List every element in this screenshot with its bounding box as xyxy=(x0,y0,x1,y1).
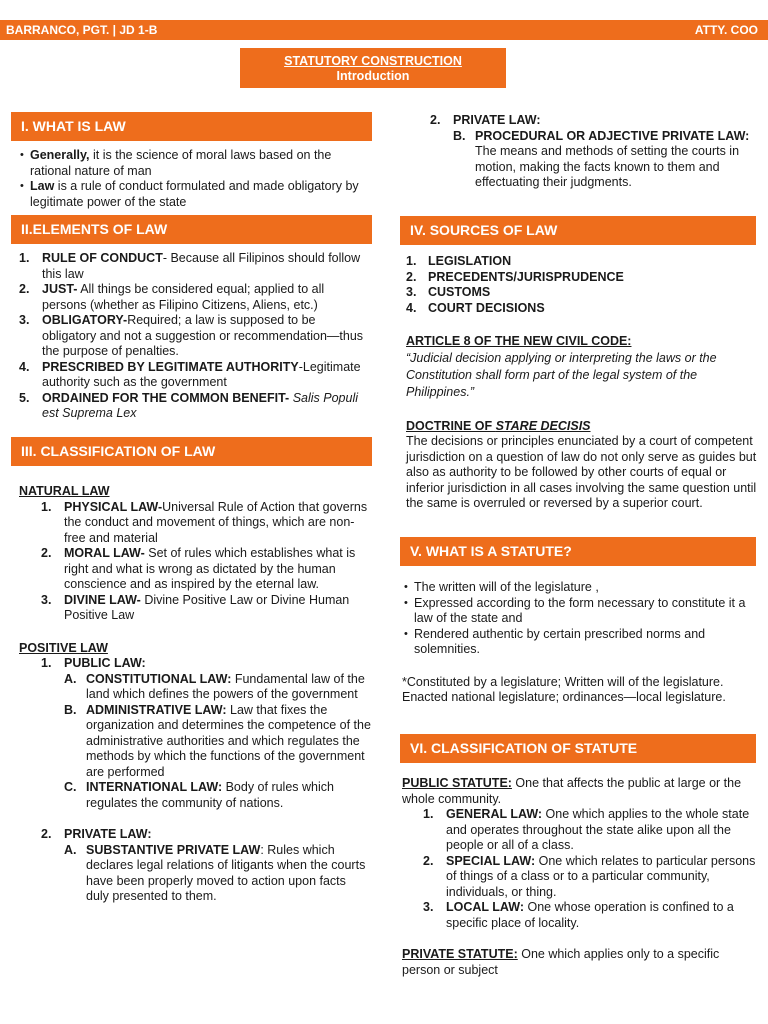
list-item xyxy=(406,285,758,301)
private-law-list xyxy=(41,843,372,905)
list-item xyxy=(430,129,762,191)
item-number: 1. xyxy=(406,254,417,268)
section-statute-heading: V. WHAT IS A STATUTE? xyxy=(400,537,756,566)
definition: Set of rules which establishes what is right and what is wrong as dictated by the human conscience and as inspired by the eternal law. xyxy=(64,546,356,591)
term: OBLIGATORY- xyxy=(42,313,128,327)
definition: One which relates to particular persons of things of a class or to a particular community, individuals, or thing. xyxy=(446,853,756,899)
list-item xyxy=(64,672,372,703)
term: DIVINE LAW- xyxy=(64,592,141,607)
source-name: COURT DECISIONS xyxy=(428,300,545,315)
article-label: ARTICLE 8 OF THE NEW CIVIL CODE: xyxy=(406,334,632,348)
list-item xyxy=(19,360,372,391)
term: GENERAL LAW: xyxy=(446,807,543,821)
public-law-list xyxy=(41,672,372,812)
item-number: 2. xyxy=(19,282,30,296)
term: MORAL LAW- xyxy=(64,546,145,560)
term: SPECIAL LAW: xyxy=(446,853,536,868)
article-quote: “Judicial decision applying or interpreting the laws or the Constitution shall form part of the legal system of the Philippines.” xyxy=(406,350,717,399)
item-number: C. xyxy=(64,780,77,794)
definition: All things be considered equal; applied to all persons (whether as Filipino Citizens, Aliens, etc.) xyxy=(42,282,325,312)
item-number: 1. xyxy=(41,656,52,670)
definition: One which applies only to a specific person or subject xyxy=(402,947,720,977)
list-item xyxy=(64,703,372,781)
list-item xyxy=(41,546,372,593)
list-item xyxy=(423,854,758,901)
definition: Body of rules which regulates the community of nations. xyxy=(86,780,334,810)
section-elements-body xyxy=(19,251,372,422)
definition: One which applies to the whole state and operates throughout the state alike upon all the people or all of a class. xyxy=(446,807,750,852)
term: PUBLIC STATUTE: xyxy=(402,776,512,790)
term: ADMINISTRATIVE LAW: xyxy=(86,702,227,717)
section-what-is-law-body xyxy=(16,148,372,210)
term: CONSTITUTIONAL LAW: xyxy=(86,671,232,686)
public-statute-list xyxy=(402,807,758,931)
list-item xyxy=(41,593,372,624)
item-number: 2. xyxy=(41,546,52,560)
definition: One whose operation is confined to a specific place of locality. xyxy=(446,900,734,930)
item-number: 4. xyxy=(406,300,417,315)
item-number: 2. xyxy=(406,269,417,284)
section-classification-body xyxy=(19,484,372,905)
list-item xyxy=(64,843,372,905)
doctrine-label-italic: STARE DECISIS xyxy=(495,418,591,433)
definition: - Because all Filipinos should follow this law xyxy=(42,251,361,281)
header-strip xyxy=(0,20,768,40)
list-item xyxy=(41,827,372,843)
item-number: 2. xyxy=(430,113,441,127)
term: SUBSTANTIVE PRIVATE LAW xyxy=(86,842,261,857)
positive-law-list xyxy=(19,656,372,905)
instructor-label: ATTY. COO xyxy=(694,23,758,37)
item-number: 1. xyxy=(41,499,52,514)
source-name: CUSTOMS xyxy=(428,285,491,299)
term: PRIVATE STATUTE: xyxy=(402,947,518,961)
title-line1: STATUTORY CONSTRUCTION xyxy=(284,54,462,68)
doctrine-label xyxy=(406,419,758,435)
title-line2: Introduction xyxy=(336,69,410,83)
list-item: • Expressed according to the form necessary to constitute it a law of the state and xyxy=(400,596,758,627)
list-item xyxy=(423,900,758,931)
page-header xyxy=(0,0,768,40)
section-sources-body xyxy=(406,254,758,512)
term: JUST- xyxy=(42,282,78,296)
public-statute xyxy=(402,776,758,807)
list-item xyxy=(406,301,758,317)
section-statute-body xyxy=(400,580,758,706)
section-elements-heading: II.ELEMENTS OF LAW xyxy=(11,215,372,244)
positive-law-label: POSITIVE LAW xyxy=(19,640,108,655)
item-number: 5. xyxy=(19,390,30,405)
document-title xyxy=(240,48,506,88)
list-item xyxy=(19,391,372,422)
list-item xyxy=(16,179,372,210)
list-item xyxy=(19,251,372,282)
term: LOCAL LAW: xyxy=(446,900,525,914)
doctrine-text: The decisions or principles enunciated by a court of competent jurisdiction on a question of law do not only serve as guides but also as authority to be followed by other courts of equal or inferior jurisdiction in all cases involving the same question until the same is overruled or reversed by a superior court. xyxy=(406,434,757,510)
item-number: 2. xyxy=(423,853,434,868)
list-item: • Rendered authentic by certain prescribed norms and solemnities. xyxy=(400,627,758,658)
term: PRIVATE LAW: xyxy=(64,827,152,841)
statute-note: *Constituted by a legislature; Written will of the legislature. Enacted national legislature; ordinances—local legislature. xyxy=(402,674,726,704)
term: PRESCRIBED BY LEGITIMATE AUTHORITY xyxy=(42,359,299,374)
item-number: 1. xyxy=(19,251,30,265)
source-name: LEGISLATION xyxy=(428,254,512,268)
section-statute-classification-heading: VI. CLASSIFICATION OF STATUTE xyxy=(400,734,756,763)
definition: One that affects the public at large or the whole community. xyxy=(402,776,742,806)
item-number: 3. xyxy=(406,285,417,299)
definition: -Legitimate authority such as the government xyxy=(42,359,361,389)
definition: : Rules which declares legal relations of litigants when the courts have been properly moved to action upon facts duly presented to them. xyxy=(86,842,366,903)
list-item xyxy=(19,282,372,313)
item-number: A. xyxy=(64,842,77,857)
section-sources-heading: IV. SOURCES OF LAW xyxy=(400,216,756,245)
term: Generally, xyxy=(30,148,90,162)
item-number: 3. xyxy=(423,900,434,914)
term: Law xyxy=(30,179,55,193)
list-item xyxy=(406,270,758,286)
term: ORDAINED FOR THE COMMON BENEFIT- xyxy=(42,390,290,405)
item-number: B. xyxy=(64,702,77,717)
list-item xyxy=(64,780,372,811)
definition: is a rule of conduct formulated and made obligatory by legitimate power of the state xyxy=(30,179,359,209)
term: INTERNATIONAL LAW: xyxy=(86,780,223,794)
doctrine-label-text: DOCTRINE OF xyxy=(406,418,496,433)
private-statute xyxy=(402,947,758,978)
item-number: B. xyxy=(453,128,466,143)
definition: Universal Rule of Action that governs the conduct and movement of things, which are non-free and material xyxy=(64,499,368,545)
source-name: PRECEDENTS/JURISPRUDENCE xyxy=(428,269,624,284)
definition: Fundamental law of the land which defines the powers of the government xyxy=(86,671,365,701)
author-label: BARRANCO, PGT. | JD 1-B xyxy=(6,23,158,37)
definition: it is the science of moral laws based on the rational nature of man xyxy=(30,148,332,178)
term: PROCEDURAL OR ADJECTIVE PRIVATE LAW: xyxy=(475,128,750,143)
list-item xyxy=(406,254,758,270)
natural-law-label: NATURAL LAW xyxy=(19,484,110,498)
private-law-continued xyxy=(430,113,762,191)
definition: Law that fixes the organization and determines the competence of the administrative authorities and which regulates the methods by which the functions of the government are performed xyxy=(86,702,371,779)
section-statute-classification-body xyxy=(402,776,758,978)
definition: Required; a law is supposed to be obligatory and not a suggestion or recommendation—thus the purpose of penalties. xyxy=(42,313,364,358)
item-number: 3. xyxy=(19,313,30,327)
term: PRIVATE LAW: xyxy=(453,113,541,127)
definition: The means and methods of setting the courts in motion, making the facts known to them and effectuating their judgments. xyxy=(475,144,740,189)
section-classification-heading: III. CLASSIFICATION OF LAW xyxy=(11,437,372,466)
term: PHYSICAL LAW- xyxy=(64,499,163,514)
list-item xyxy=(16,148,372,179)
item-number: 1. xyxy=(423,807,434,821)
list-item xyxy=(41,500,372,547)
section-what-is-law-heading: I. WHAT IS LAW xyxy=(11,112,372,141)
list-item xyxy=(41,656,372,672)
definition: Divine Positive Law or Divine Human Positive Law xyxy=(64,592,350,622)
item-number: 4. xyxy=(19,359,30,374)
list-item: • The written will of the legislature , xyxy=(400,580,758,596)
item-number: 2. xyxy=(41,827,52,841)
item-number: 3. xyxy=(41,592,52,607)
natural-law-list xyxy=(19,500,372,624)
term: PUBLIC LAW: xyxy=(64,656,146,670)
item-number: A. xyxy=(64,671,77,686)
list-item xyxy=(430,113,762,129)
list-item xyxy=(423,807,758,854)
definition: Salis Populi est Suprema Lex xyxy=(42,390,359,420)
term: RULE OF CONDUCT xyxy=(42,251,163,265)
list-item xyxy=(19,313,372,360)
